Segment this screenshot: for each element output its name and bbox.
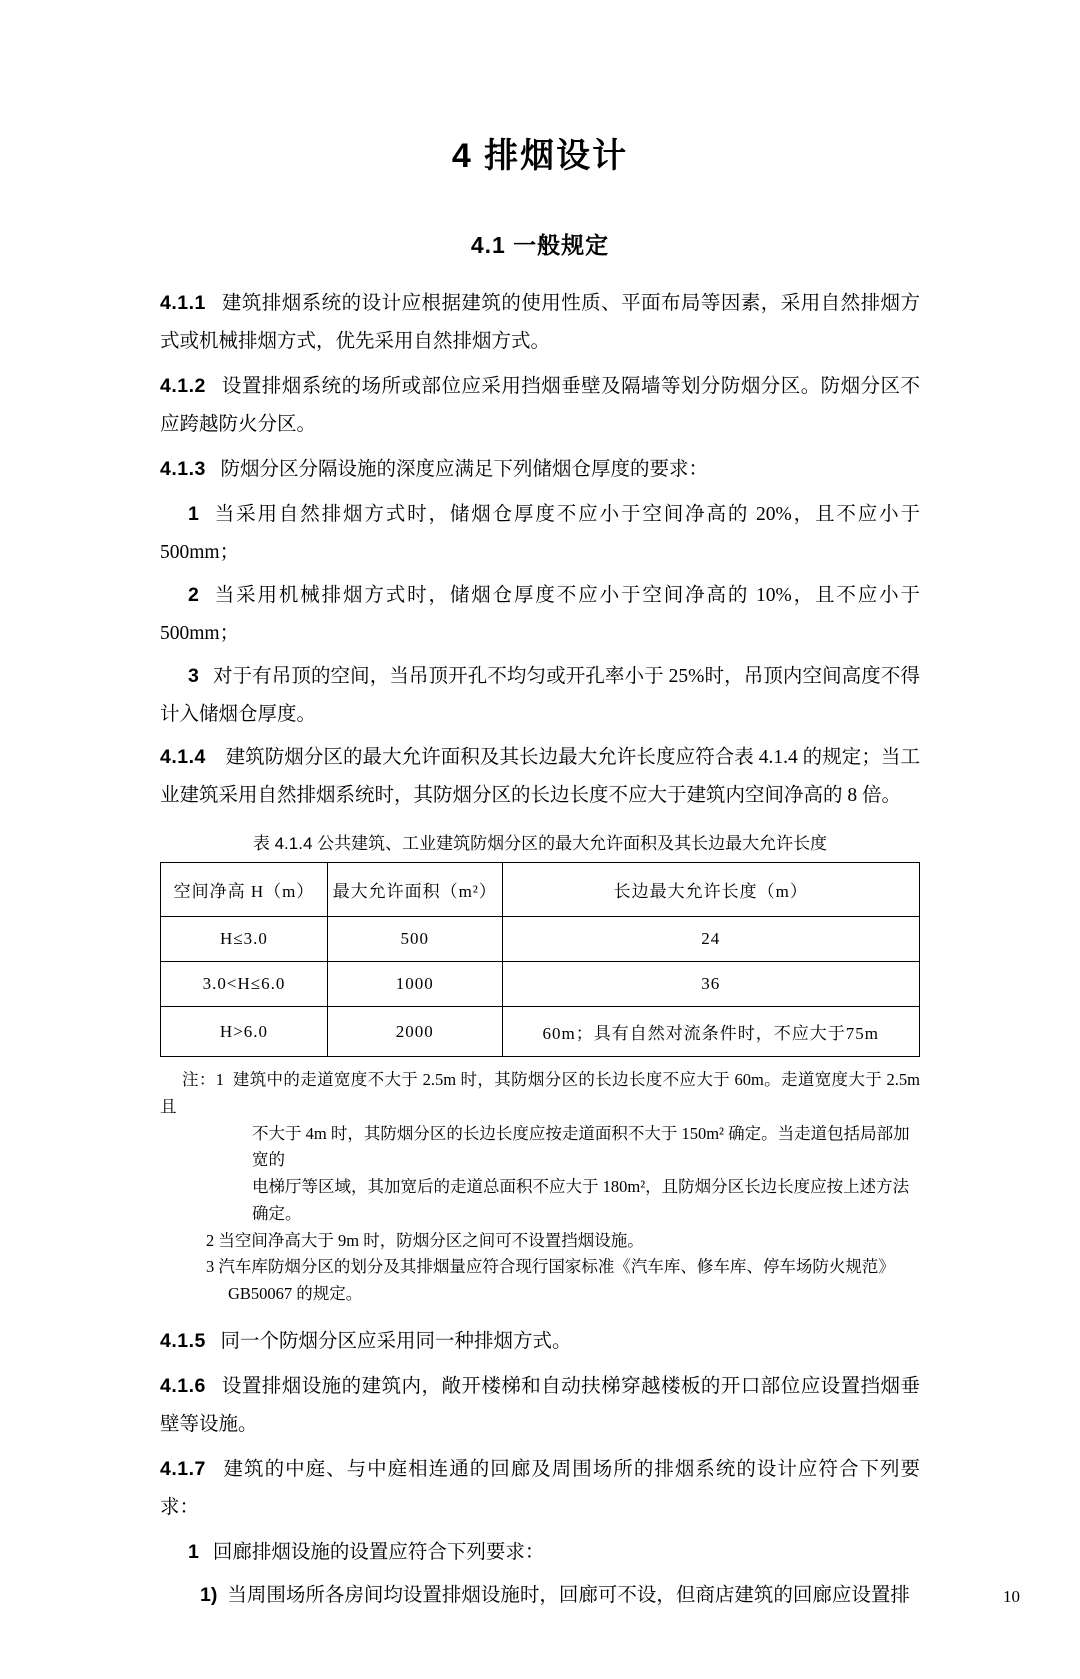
table-header-row bbox=[161, 863, 920, 917]
table-caption: 表 4.1.4 公共建筑、工业建筑防烟分区的最大允许面积及其长边最大允许长度 bbox=[252, 834, 828, 854]
clause-number: 4.1.2 bbox=[160, 375, 206, 398]
clause-4-1-3 bbox=[160, 450, 920, 489]
list-item bbox=[160, 495, 920, 572]
list-item-number: 3 bbox=[188, 665, 199, 688]
clause-text: 建筑防烟分区的最大允许面积及其长边最大允许长度应符合表 4.1.4 的规定；当工业建筑采用自然排烟系统时，其防烟分区的长边长度不应大于建筑内空间净高的 8 倍。 bbox=[160, 747, 920, 807]
clause-number: 4.1.6 bbox=[160, 1374, 206, 1397]
table-notes bbox=[160, 1067, 920, 1307]
list-item-text: 当采用机械排烟方式时，储烟仓厚度不应小于空间净高的 10%，且不应小于 500mm； bbox=[160, 585, 920, 645]
sub-list-item-text: 当周围场所各房间均设置排烟设施时，回廊可不设，但商店建筑的回廊应设置排 bbox=[227, 1584, 910, 1606]
table-4-1-4 bbox=[160, 862, 920, 1057]
list-item bbox=[160, 576, 920, 653]
table-row bbox=[161, 917, 920, 962]
note-line bbox=[160, 1067, 920, 1120]
sub-list-item-number: 1) bbox=[200, 1583, 218, 1606]
clause-text: 建筑的中庭、与中庭相连通的回廊及周围场所的排烟系统的设计应符合下列要求： bbox=[160, 1458, 920, 1518]
note-line: 3 汽车库防烟分区的划分及其排烟量应符合现行国家标准《汽车库、修车库、停车场防火规范》 bbox=[206, 1257, 895, 1277]
table-cell: 500 bbox=[327, 917, 502, 962]
table-cell: 24 bbox=[502, 917, 919, 962]
clause-4-1-1 bbox=[160, 284, 920, 361]
clause-4-1-4 bbox=[160, 738, 920, 815]
table-cell: 3.0<H≤6.0 bbox=[161, 962, 328, 1007]
note-line: GB50067 的规定。 bbox=[228, 1283, 363, 1303]
table-row bbox=[161, 962, 920, 1007]
note-line: 不大于 4m 时，其防烟分区的长边长度应按走道面积不大于 150m² 确定。当走道包括局部加宽的 bbox=[252, 1123, 910, 1170]
page-number: 10 bbox=[1003, 1586, 1020, 1606]
chapter-title: 4 排烟设计 bbox=[451, 137, 629, 175]
table-cell: H>6.0 bbox=[161, 1007, 328, 1057]
note-line: 2 当空间净高大于 9m 时，防烟分区之间可不设置挡烟设施。 bbox=[206, 1230, 644, 1250]
list-item-text: 当采用自然排烟方式时，储烟仓厚度不应小于空间净高的 20%，且不应小于 500mm； bbox=[160, 504, 920, 564]
list-item-number: 2 bbox=[188, 584, 199, 607]
note-line: 电梯厅等区域，其加宽后的走道总面积不应大于 180m²，且防烟分区长边长度应按上述方法确定。 bbox=[252, 1177, 910, 1223]
clause-text: 建筑排烟系统的设计应根据建筑的使用性质、平面布局等因素，采用自然排烟方式或机械排烟方式，优先采用自然排烟方式。 bbox=[160, 293, 920, 353]
list-item-number: 1 bbox=[188, 503, 199, 526]
clause-number: 4.1.1 bbox=[160, 292, 206, 314]
clause-number: 4.1.5 bbox=[160, 1329, 206, 1352]
note-number: 1 bbox=[215, 1070, 224, 1090]
clause-text: 防烟分区分隔设施的深度应满足下列储烟仓厚度的要求： bbox=[220, 459, 709, 481]
clause-number: 4.1.7 bbox=[160, 1457, 206, 1480]
clause-number: 4.1.3 bbox=[160, 458, 206, 481]
list-item-text: 对于有吊顶的空间，当吊顶开孔不均匀或开孔率小于 25%时，吊顶内空间高度不得计入储烟仓厚度。 bbox=[160, 666, 920, 726]
clause-4-1-5 bbox=[160, 1322, 920, 1361]
list-item bbox=[160, 657, 920, 734]
note-label: 注： bbox=[182, 1070, 216, 1090]
list-item bbox=[160, 1533, 920, 1572]
list-item-text: 回廊排烟设施的设置应符合下列要求： bbox=[212, 1541, 545, 1563]
table-header-cell: 最大允许面积（m²） bbox=[327, 863, 502, 917]
clause-text: 设置排烟设施的建筑内，敞开楼梯和自动扶梯穿越楼板的开口部位应设置挡烟垂壁等设施。 bbox=[160, 1375, 920, 1435]
list-item-number: 1 bbox=[188, 1540, 199, 1563]
table-header-cell: 空间净高 H（m） bbox=[161, 863, 328, 917]
section-title: 4.1 一般规定 bbox=[470, 232, 610, 258]
table-header-cell: 长边最大允许长度（m） bbox=[502, 863, 919, 917]
table-cell: 60m；具有自然对流条件时，不应大于75m bbox=[502, 1007, 919, 1057]
note-text: 建筑中的走道宽度不大于 2.5m 时，其防烟分区的长边长度不应大于 60m。走道宽度大于 2.5m 且 bbox=[160, 1070, 920, 1116]
clause-text: 设置排烟系统的场所或部位应采用挡烟垂壁及隔墙等划分防烟分区。防烟分区不应跨越防火分区。 bbox=[160, 376, 920, 436]
table-cell: H≤3.0 bbox=[161, 917, 328, 962]
clause-4-1-2 bbox=[160, 367, 920, 444]
clause-4-1-6 bbox=[160, 1367, 920, 1444]
table-cell: 1000 bbox=[327, 962, 502, 1007]
table-cell: 36 bbox=[502, 962, 919, 1007]
table-cell: 2000 bbox=[327, 1007, 502, 1057]
table-row bbox=[161, 1007, 920, 1057]
clause-text: 同一个防烟分区应采用同一种排烟方式。 bbox=[220, 1330, 572, 1352]
clause-4-1-7 bbox=[160, 1450, 920, 1527]
sub-list-item bbox=[160, 1576, 920, 1615]
clause-number: 4.1.4 bbox=[160, 746, 206, 769]
